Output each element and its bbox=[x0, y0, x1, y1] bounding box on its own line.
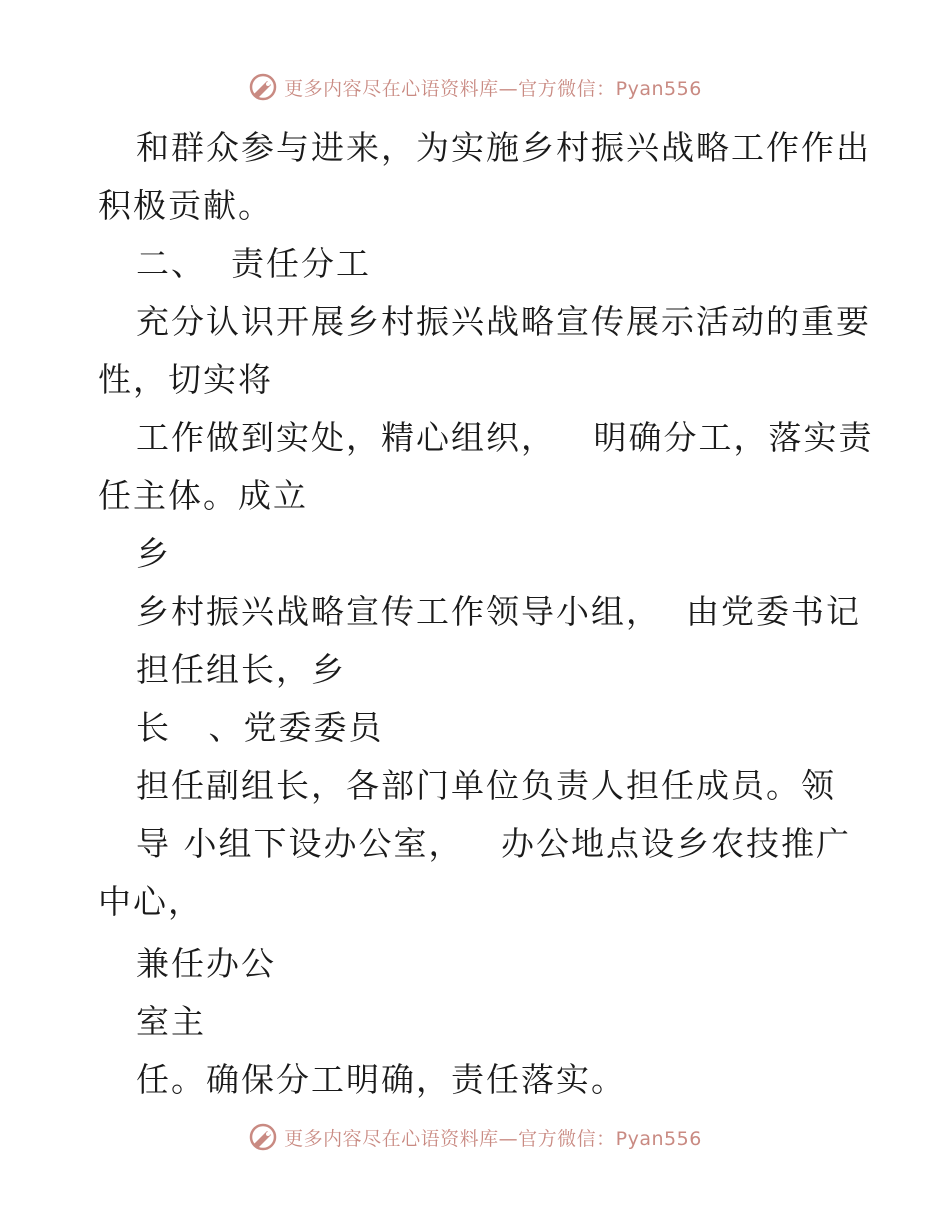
watermark-text: 更多内容尽在心语资料库—官方微信：Pyan556 bbox=[284, 77, 702, 100]
body-line-7: 任主体。成立 bbox=[98, 476, 308, 515]
body-line-9: 乡村振兴战略宣传工作领导小组， 由党委书记 bbox=[136, 592, 861, 631]
body-line-17: 任。确保分工明确，责任落实。 bbox=[136, 1060, 626, 1099]
body-line-1: 和群众参与进来，为实施乡村振兴战略工作作出 bbox=[136, 128, 871, 167]
footer-watermark bbox=[0, 1122, 950, 1152]
body-line-15: 兼任办公 bbox=[136, 944, 276, 983]
body-line-11: 长 、党委委员 bbox=[136, 708, 384, 747]
pen-nib-logo-icon bbox=[248, 72, 278, 102]
watermark-text: 更多内容尽在心语资料库—官方微信：Pyan556 bbox=[284, 1127, 702, 1150]
body-line-13: 导 小组下设办公室， 办公地点设乡农技推广 bbox=[136, 824, 851, 863]
body-line-8: 乡 bbox=[136, 534, 171, 573]
body-line-6: 工作做到实处，精心组织， 明确分工，落实责 bbox=[136, 418, 874, 457]
section-heading: 二、 责任分工 bbox=[136, 244, 371, 283]
body-line-2: 积极贡献。 bbox=[98, 186, 273, 225]
body-line-5: 性，切实将 bbox=[98, 360, 273, 399]
body-line-12: 担任副组长，各部门单位负责人担任成员。领 bbox=[136, 766, 836, 805]
header-watermark bbox=[0, 72, 950, 102]
body-line-4: 充分认识开展乡村振兴战略宣传展示活动的重要 bbox=[136, 302, 871, 341]
body-line-16: 室主 bbox=[136, 1002, 206, 1041]
body-line-10: 担任组长，乡 bbox=[136, 650, 346, 689]
body-line-14: 中心， bbox=[98, 882, 203, 921]
pen-nib-logo-icon bbox=[248, 1122, 278, 1152]
